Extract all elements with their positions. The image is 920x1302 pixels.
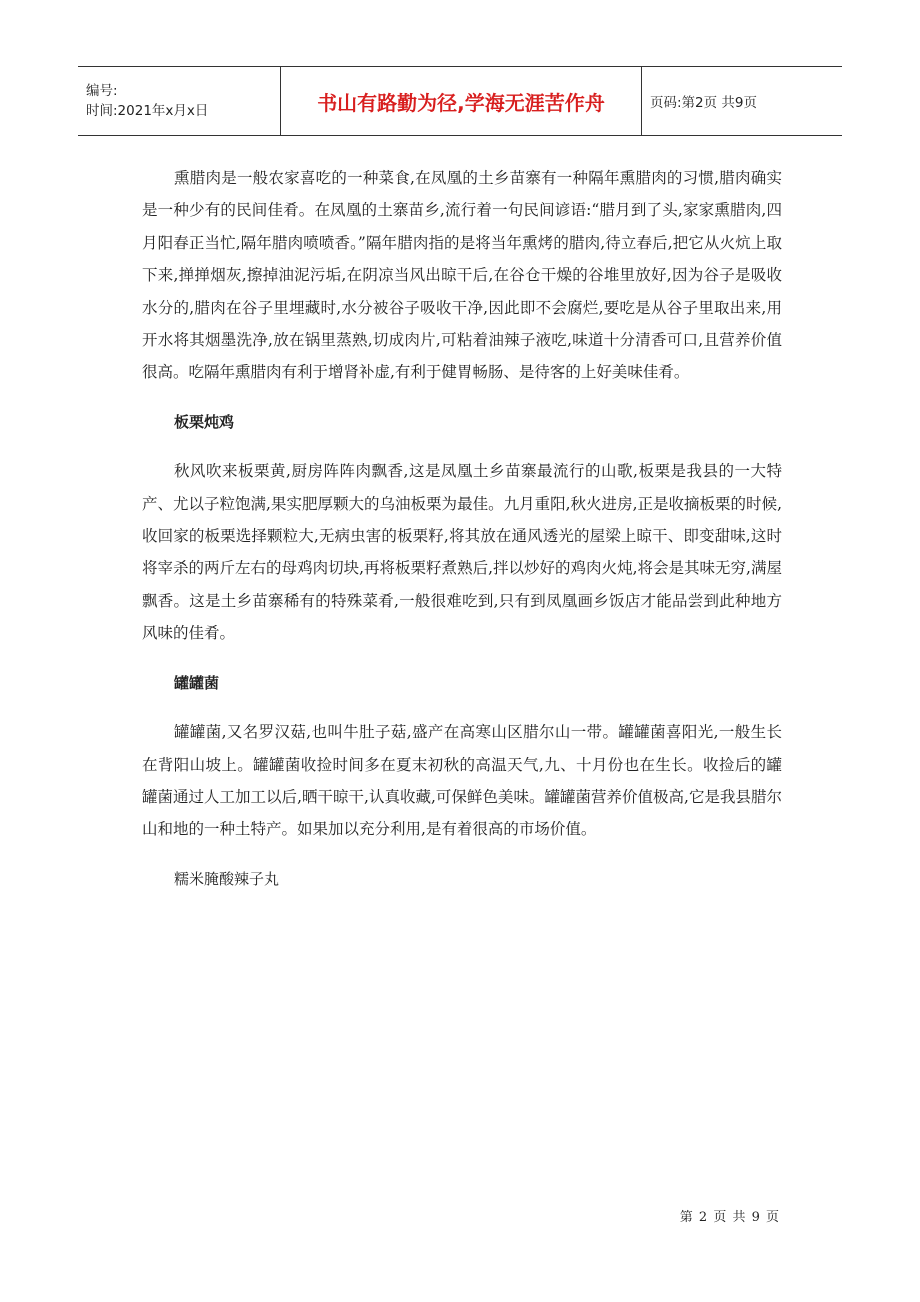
document-body	[142, 162, 782, 895]
page-header	[78, 66, 842, 136]
page-footer: 第 2 页 共 9 页	[679, 1210, 780, 1225]
paragraph-smoked-bacon: 熏腊肉是一般农家喜吃的一种菜食,在凤凰的土乡苗寨有一种隔年熏腊肉的习惯,腊肉确实是一种少有的民间佳肴。在凤凰的土寨苗乡,流行着一句民间谚语:“腊月到了头,家家熏腊肉,四月阳春正当忙,隔年腊肉喷喷香。”隔年腊肉指的是将当年熏烤的腊肉,待立春后,把它从火炕上取下来,掸掸烟灰,擦掉油泥污垢,在阴凉当风出晾干后,在谷仓干燥的谷堆里放好,因为谷子是吸收水分的,腊肉在谷子里埋藏时,水分被谷子吸收干净,因此即不会腐烂,要吃是从谷子里取出来,用开水将其烟墨洗净,放在锅里蒸熟,切成肉片,可粘着油辣子液吃,味道十分清香可口,且营养价值很高。吃隔年熏腊肉有利于增肾补虚,有利于健胃畅肠、是待客的上好美味佳肴。	[142, 169, 782, 382]
header-page-number: 页码:第2页 共9页	[650, 95, 758, 111]
section-heading-rice-pepper-balls: 糯米腌酸辣子丸	[174, 869, 280, 888]
paragraph-mushroom: 罐罐菌,又名罗汉菇,也叫牛肚子菇,盛产在高寒山区腊尔山一带。罐罐菌喜阳光,一般生长在背阳山坡上。罐罐菌收捡时间多在夏末初秋的高温天气,九、十月份也在生长。收捡后的罐罐菌通过人工加工以后,晒干晾干,认真收藏,可保鲜色美味。罐罐菌营养价值极高,它是我县腊尔山和地的一种土特产。如果加以充分利用,是有着很高的市场价值。	[142, 723, 782, 839]
section-heading-chestnut-chicken: 板栗炖鸡	[174, 412, 235, 431]
motto-text: 书山有路勤为径,学海无涯苦作舟	[317, 90, 605, 115]
paragraph-chestnut-chicken: 秋风吹来板栗黄,厨房阵阵肉飘香,这是凤凰土乡苗寨最流行的山歌,板栗是我县的一大特产、尤以子粒饱满,果实肥厚颗大的乌油板栗为最佳。九月重阳,秋火进房,正是收摘板栗的时候,收回家的板栗选择颗粒大,无病虫害的板栗籽,将其放在通风透光的屋梁上晾干、即变甜味,这时将宰杀的两斤左右的母鸡肉切块,再将板栗籽煮熟后,拌以炒好的鸡肉火炖,将会是其味无穷,满屋飘香。这是土乡苗寨稀有的特殊菜肴,一般很难吃到,只有到凤凰画乡饭店才能品尝到此种地方风味的佳肴。	[142, 462, 782, 643]
header-meta	[78, 67, 281, 135]
document-number-label: 编号:	[86, 83, 118, 99]
header-page-info	[642, 67, 842, 135]
header-motto	[281, 67, 642, 135]
document-date: 时间:2021年x月x日	[86, 103, 209, 119]
section-heading-mushroom: 罐罐菌	[174, 673, 220, 692]
